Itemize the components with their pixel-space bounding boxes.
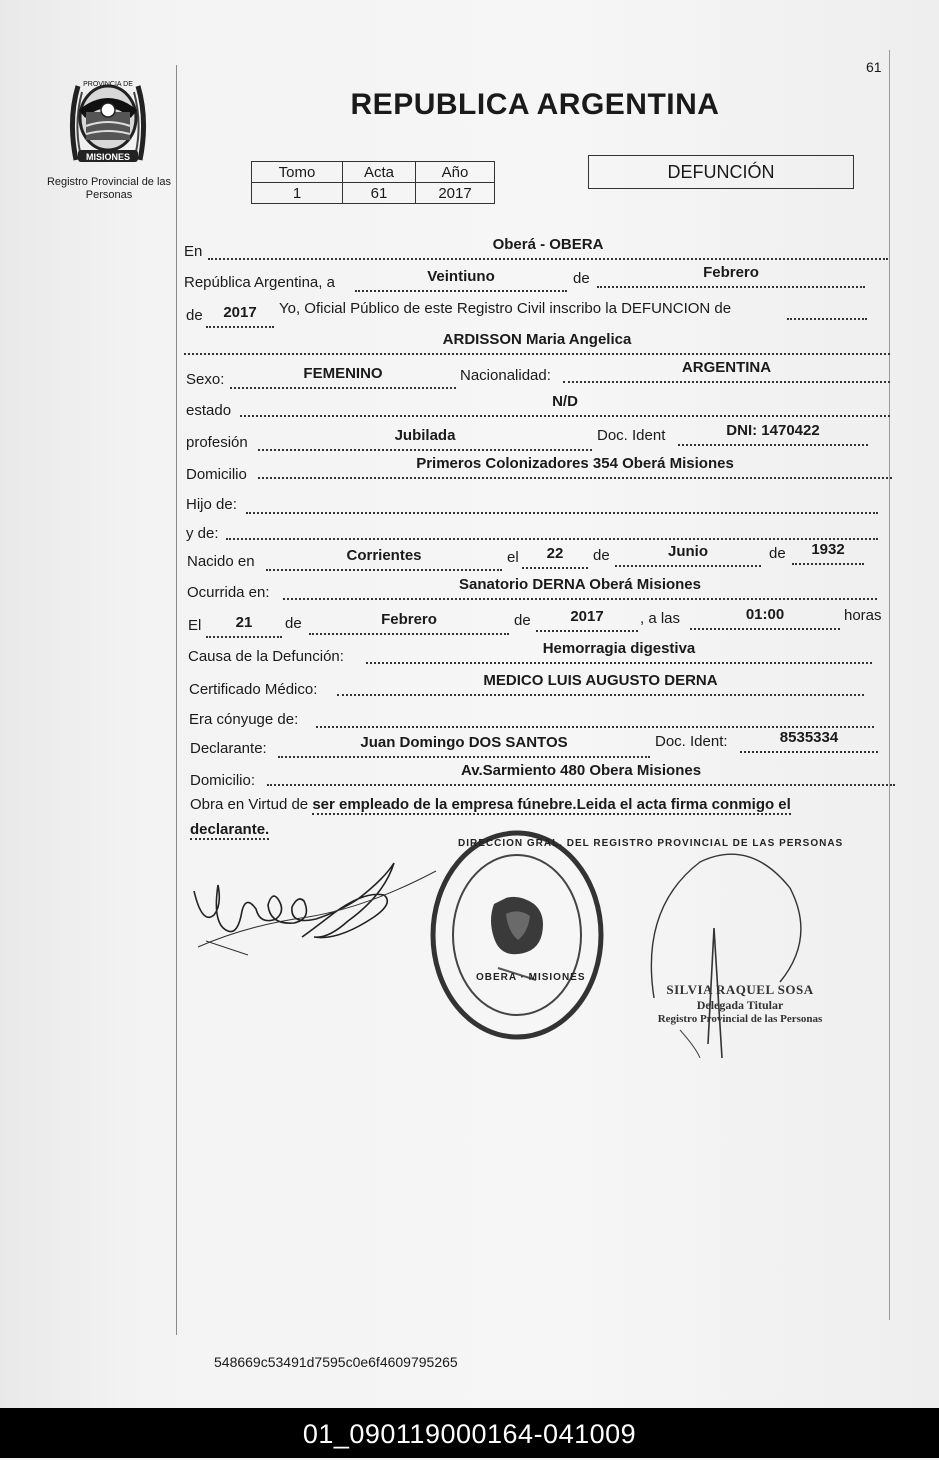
file-id: 01_090119000164-041009: [302, 1419, 637, 1449]
svg-text:MISIONES: MISIONES: [85, 152, 131, 162]
field-causa: Hemorragia digestiva: [366, 640, 872, 664]
field-en: Oberá - OBERA: [208, 236, 888, 260]
handwritten-signature-icon: [188, 855, 438, 965]
value-tomo: 1: [252, 183, 343, 204]
field-domicilio-declarante: Av.Sarmiento 480 Obera Misiones: [267, 762, 895, 786]
registry-name: Registro Provincial de las Personas: [46, 176, 172, 201]
label-en: En: [184, 243, 203, 260]
field-obra-line1: ser empleado de la empresa fúnebre.Leida el acta firma conmigo el: [312, 796, 791, 813]
label-domicilio: Domicilio: [186, 466, 247, 483]
field-dia-nacimiento: 22: [522, 545, 588, 569]
document-title: REPUBLICA ARGENTINA: [350, 88, 720, 121]
label-de-mes-def: de: [285, 615, 302, 632]
field-blank-end: [787, 296, 867, 320]
stamp-inner-text: OBERA · MISIONES: [476, 972, 586, 983]
field-nacionalidad: ARGENTINA: [563, 359, 890, 383]
field-obra-line2: declarante.: [190, 821, 270, 838]
document-hash: 548669c53491d7595c0e6f4609795265: [214, 1354, 458, 1370]
label-el: el: [507, 549, 519, 566]
label-nacido-en: Nacido en: [187, 553, 255, 570]
label-de-anio: de: [186, 307, 203, 324]
label-y-de: y de:: [186, 525, 219, 542]
svg-text:PROVINCIA DE: PROVINCIA DE: [83, 81, 133, 88]
label-causa: Causa de la Defunción:: [188, 648, 344, 665]
field-domicilio: Primeros Colonizadores 354 Oberá Misiones: [258, 455, 892, 479]
label-republica: República Argentina, a: [184, 274, 335, 291]
officer-title: Delegada Titular: [696, 998, 784, 1012]
field-doc-ident: DNI: 1470422: [678, 422, 868, 446]
field-lugar-nacimiento: Corrientes: [266, 547, 502, 571]
officer-stamp: [642, 982, 838, 1025]
field-mes-nacimiento: Junio: [615, 543, 761, 567]
field-anio-acta: 2017: [206, 304, 274, 328]
field-profesion: Jubilada: [258, 427, 592, 451]
field-nombre: ARDISSON Maria Angelica: [184, 331, 890, 355]
field-certificado: MEDICO LUIS AUGUSTO DERNA: [337, 672, 864, 696]
label-profesion: profesión: [186, 434, 248, 451]
label-doc-ident-declarante: Doc. Ident:: [655, 733, 728, 750]
label-nacionalidad: Nacionalidad:: [460, 367, 551, 384]
stamp-ring-text: DIRECCION GRAL. DEL REGISTRO PROVINCIAL DE LAS PERSONAS: [458, 838, 844, 849]
field-estado: N/D: [240, 393, 890, 417]
field-anio-nacimiento: 1932: [792, 541, 864, 565]
label-ocurrida-en: Ocurrida en:: [187, 584, 270, 601]
field-hijo-de: [246, 490, 878, 514]
field-ocurrida-en: Sanatorio DERNA Oberá Misiones: [283, 576, 877, 600]
file-id-bar: [0, 1408, 939, 1458]
label-domicilio-declarante: Domicilio:: [190, 772, 256, 789]
page-number: 61: [866, 59, 882, 75]
officer-name: SILVIA RAQUEL SOSA: [666, 982, 814, 997]
field-mes-defuncion: Febrero: [309, 611, 509, 635]
officer-registry: Registro Provincial de las Personas: [657, 1013, 823, 1025]
field-hora: 01:00: [690, 606, 840, 630]
label-de-anio-def: de: [514, 612, 531, 629]
header-anio: Año: [416, 162, 495, 183]
label-estado: estado: [186, 402, 232, 419]
value-anio: 2017: [416, 183, 495, 204]
label-el-dia: El: [188, 617, 202, 634]
field-y-de: [226, 516, 878, 540]
field-conyuge: [316, 704, 874, 728]
inscription-text: Yo, Oficial Público de este Registro Civil inscribo la DEFUNCION de: [279, 300, 732, 317]
registry-seal-stamp-icon: [428, 828, 606, 1042]
field-dia-defuncion: 21: [206, 614, 282, 638]
label-horas: horas: [844, 607, 882, 624]
label-sexo: Sexo:: [186, 371, 225, 388]
label-certificado: Certificado Médico:: [189, 681, 318, 698]
field-declarante: Juan Domingo DOS SANTOS: [278, 734, 650, 758]
header-acta: Acta: [343, 162, 416, 183]
field-sexo: FEMENINO: [230, 365, 456, 389]
header-tomo: Tomo: [252, 162, 343, 183]
field-doc-ident-declarante: 8535334: [740, 729, 878, 753]
record-type-box: DEFUNCIÓN: [588, 155, 854, 189]
field-dia-acta: Veintiuno: [355, 268, 567, 292]
label-de-mes-nac: de: [593, 547, 610, 564]
field-mes-acta: Febrero: [597, 264, 865, 288]
field-anio-defuncion: 2017: [536, 608, 638, 632]
label-hijo-de: Hijo de:: [186, 496, 237, 513]
label-a-las: , a las: [640, 610, 681, 627]
label-conyuge: Era cónyuge de:: [189, 711, 299, 728]
label-declarante: Declarante:: [190, 740, 267, 757]
label-obra: Obra en Virtud de: [190, 796, 309, 813]
label-doc-ident: Doc. Ident: [597, 427, 666, 444]
label-de-mes: de: [573, 270, 590, 287]
handwritten-signature-icon: [640, 848, 810, 1058]
value-acta: 61: [343, 183, 416, 204]
label-de-anio-nac: de: [769, 545, 786, 562]
